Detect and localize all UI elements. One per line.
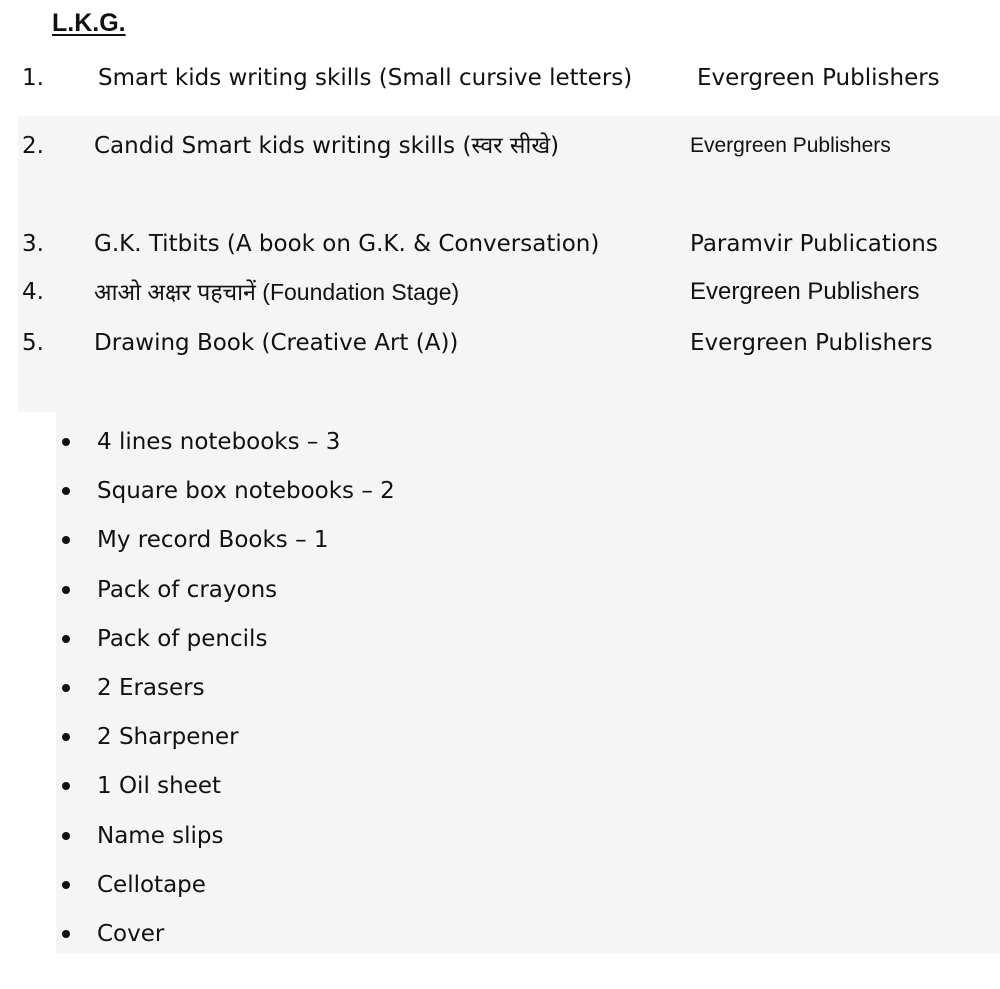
book-row [0, 226, 1000, 262]
bullet-icon [62, 930, 70, 938]
book-title: Candid Smart kids writing skills (स्वर सीखे) [94, 133, 560, 159]
book-title: आओ अक्षर पहचानें (Foundation Stage) [94, 279, 460, 305]
list-item-text: 2 Sharpener [97, 724, 239, 751]
list-item-text: Name slips [97, 822, 224, 849]
book-row [0, 128, 1000, 164]
book-number: 3. [22, 231, 44, 257]
list-item-text: Square box notebooks – 2 [97, 478, 395, 505]
bullet-icon [62, 586, 70, 594]
list-item-text: 4 lines notebooks – 3 [97, 429, 341, 455]
book-title: Smart kids writing skills (Small cursive letters) [98, 65, 633, 91]
book-number: 4. [22, 279, 44, 305]
list-item-text: My record Books – 1 [97, 527, 329, 554]
book-number: 1. [22, 65, 44, 91]
list-item-text: 2 Erasers [97, 674, 205, 701]
bullet-icon [62, 635, 70, 643]
bullet-icon [62, 881, 70, 889]
list-item-text: 1 Oil sheet [97, 773, 222, 800]
book-publisher: Evergreen Publishers [690, 278, 920, 305]
book-publisher: Evergreen Publishers [690, 330, 933, 356]
book-number: 2. [22, 133, 44, 159]
bullet-icon [62, 832, 70, 840]
book-row [0, 274, 1000, 310]
book-title: G.K. Titbits (A book on G.K. & Conversation) [94, 231, 600, 257]
book-title: Drawing Book (Creative Art (A)) [94, 330, 459, 356]
book-publisher: Evergreen Publishers [690, 134, 891, 157]
book-publisher: Paramvir Publications [690, 231, 938, 257]
list-item-text: Pack of crayons [97, 576, 278, 603]
bullet-icon [62, 438, 70, 446]
list-item-text: Cellotape [97, 871, 206, 898]
book-row [0, 325, 1000, 361]
book-number: 5. [22, 330, 44, 356]
page-title: L.K.G. [52, 9, 126, 37]
book-row [0, 60, 1000, 96]
list-item-text: Pack of pencils [97, 625, 268, 652]
list-item-text: Cover [97, 920, 165, 947]
bullet-icon [62, 684, 70, 692]
book-publisher: Evergreen Publishers [697, 65, 940, 91]
